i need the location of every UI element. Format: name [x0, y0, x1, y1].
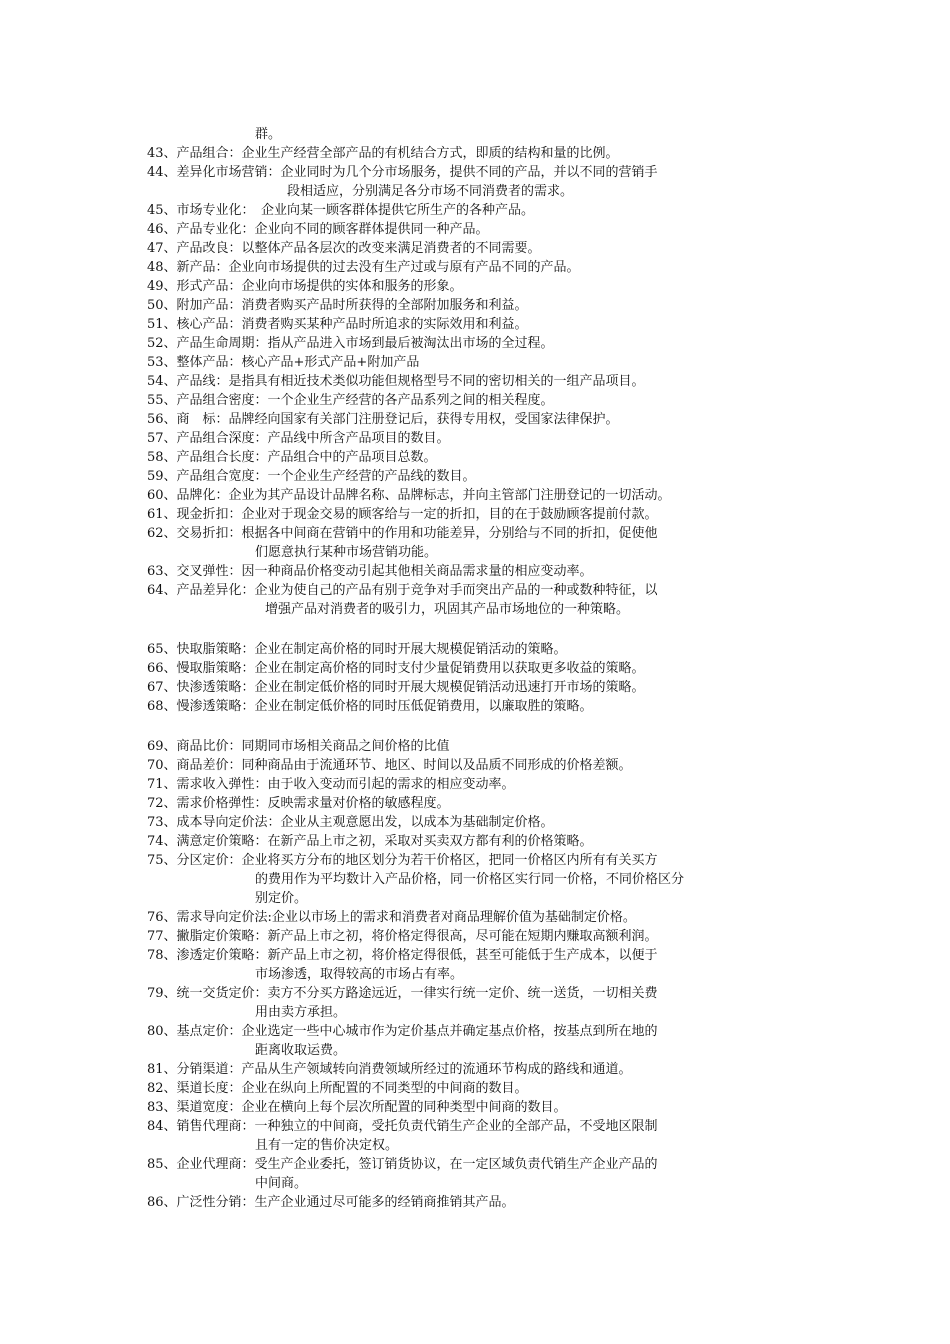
glossary-entry: 71、需求收入弹性：由于收入变动而引起的需求的相应变动率。: [147, 777, 515, 792]
glossary-entry: 80、基点定价：企业选定一些中心城市作为定价基点并确定基点价格，按基点到所在地的: [147, 1024, 658, 1039]
glossary-entry: 75、分区定价：企业将买方分布的地区划分为若干价格区，把同一价格区内所有有关买方: [147, 853, 658, 868]
glossary-entry-continuation: 距离收取运费。: [255, 1043, 347, 1058]
glossary-entry: 54、产品线：是指具有相近技术类似功能但规格型号不同的密切相关的一组产品项目。: [147, 374, 645, 389]
glossary-entry: 86、广泛性分销：生产企业通过尽可能多的经销商推销其产品。: [147, 1195, 515, 1210]
glossary-entry-continuation: 群。: [255, 127, 282, 142]
glossary-entry: 47、产品改良：以整体产品各层次的改变来满足消费者的不同需要。: [147, 241, 541, 256]
glossary-entry: 76、需求导向定价法:企业以市场上的需求和消费者对商品理解价值为基础制定价格。: [147, 910, 636, 925]
glossary-entry: 73、成本导向定价法：企业从主观意愿出发，以成本为基础制定价格。: [147, 815, 554, 830]
glossary-entry: 69、商品比价：同期同市场相关商品之间价格的比值: [147, 739, 450, 754]
glossary-entry: 52、产品生命周期：指从产品进入市场到最后被淘汰出市场的全过程。: [147, 336, 554, 351]
glossary-entry: 56、商 标：品牌经向国家有关部门注册登记后，获得专用权，受国家法律保护。: [147, 412, 619, 427]
glossary-entry: 77、撇脂定价策略：新产品上市之初，将价格定得很高，尽可能在短期内赚取高额利润。: [147, 929, 658, 944]
glossary-entry: 62、交易折扣：根据各中间商在营销中的作用和功能差异，分别给与不同的折扣，促使他: [147, 526, 658, 541]
glossary-entry: 57、产品组合深度：产品线中所含产品项目的数目。: [147, 431, 450, 446]
glossary-entry: 74、满意定价策略：在新产品上市之初，采取对买卖双方都有利的价格策略。: [147, 834, 593, 849]
glossary-list: [147, 125, 827, 1212]
glossary-entry-continuation: 用由卖方承担。: [255, 1005, 347, 1020]
glossary-entry-continuation: 们愿意执行某种市场营销功能。: [255, 545, 438, 560]
glossary-entry-continuation: 的费用作为平均数计入产品价格，同一价格区实行同一价格，不同价格区分: [255, 872, 685, 887]
section-gap: [147, 716, 827, 737]
glossary-entry: 84、销售代理商：一种独立的中间商，受托负责代销生产企业的全部产品，不受地区限制: [147, 1119, 658, 1134]
glossary-entry-continuation: 且有一定的售价决定权。: [255, 1138, 399, 1153]
glossary-entry: 68、慢渗透策略：企业在制定低价格的同时压低促销费用，以廉取胜的策略。: [147, 699, 593, 714]
glossary-entry: 66、慢取脂策略：企业在制定高价格的同时支付少量促销费用以获取更多收益的策略。: [147, 661, 645, 676]
glossary-entry-continuation: 别定价。: [255, 891, 308, 906]
glossary-entry: 65、快取脂策略：企业在制定高价格的同时开展大规模促销活动的策略。: [147, 642, 567, 657]
glossary-entry-continuation: 增强产品对消费者的吸引力，巩固其产品市场地位的一种策略。: [265, 602, 630, 617]
glossary-entry: 70、商品差价：同种商品由于流通环节、地区、时间以及品质不同形成的价格差额。: [147, 758, 632, 773]
glossary-entry: 43、产品组合：企业生产经营全部产品的有机结合方式，即质的结构和量的比例。: [147, 146, 619, 161]
glossary-entry: 44、差异化市场营销：企业同时为几个分市场服务，提供不同的产品，并以不同的营销手: [147, 165, 658, 180]
glossary-entry: 63、交叉弹性：因一种商品价格变动引起其他相关商品需求量的相应变动率。: [147, 564, 593, 579]
glossary-entry-continuation: 市场渗透，取得较高的市场占有率。: [255, 967, 464, 982]
glossary-entry: 67、快渗透策略：企业在制定低价格的同时开展大规模促销活动迅速打开市场的策略。: [147, 680, 645, 695]
glossary-entry: 53、整体产品：核心产品+形式产品+附加产品: [147, 355, 420, 370]
glossary-entry: 55、产品组合密度：一个企业生产经营的各产品系列之间的相关程度。: [147, 393, 554, 408]
glossary-entry: 82、渠道长度：企业在纵向上所配置的不同类型的中间商的数目。: [147, 1081, 528, 1096]
glossary-entry: 85、企业代理商：受生产企业委托，签订销货协议，在一定区域负责代销生产企业产品的: [147, 1157, 658, 1172]
glossary-entry: 79、统一交货定价：卖方不分买方路途远近，一律实行统一定价、统一送货，一切相关费: [147, 986, 658, 1001]
glossary-entry: 60、品牌化：企业为其产品设计品牌名称、品牌标志，并向主管部门注册登记的一切活动。: [147, 488, 671, 503]
section-gap: [147, 619, 827, 640]
glossary-entry: 72、需求价格弹性：反映需求量对价格的敏感程度。: [147, 796, 450, 811]
glossary-entry-continuation: 段相适应，分别满足各分市场不同消费者的需求。: [287, 184, 574, 199]
glossary-entry: 51、核心产品：消费者购买某种产品时所追求的实际效用和利益。: [147, 317, 528, 332]
glossary-entry: 64、产品差异化：企业为使自己的产品有别于竞争对手而突出产品的一种或数种特征，以: [147, 583, 658, 598]
glossary-entry: 61、现金折扣：企业对于现金交易的顾客给与一定的折扣，目的在于鼓励顾客提前付款。: [147, 507, 658, 522]
glossary-entry: 45、市场专业化： 企业向某一顾客群体提供它所生产的各种产品。: [147, 203, 535, 218]
glossary-entry: 59、产品组合宽度：一个企业生产经营的产品线的数目。: [147, 469, 476, 484]
glossary-entry-continuation: 中间商。: [255, 1176, 308, 1191]
glossary-entry: 78、渗透定价策略：新产品上市之初，将价格定得很低，甚至可能低于生产成本，以便于: [147, 948, 658, 963]
glossary-entry: 58、产品组合长度：产品组合中的产品项目总数。: [147, 450, 437, 465]
glossary-entry: 50、附加产品：消费者购买产品时所获得的全部附加服务和利益。: [147, 298, 528, 313]
glossary-entry: 49、形式产品：企业向市场提供的实体和服务的形象。: [147, 279, 463, 294]
glossary-entry: 81、分销渠道：产品从生产领域转向消费领域所经过的流通环节构成的路线和通道。: [147, 1062, 632, 1077]
glossary-entry: 48、新产品：企业向市场提供的过去没有生产过或与原有产品不同的产品。: [147, 260, 580, 275]
glossary-entry: 83、渠道宽度：企业在横向上每个层次所配置的同种类型中间商的数目。: [147, 1100, 567, 1115]
glossary-entry: 46、产品专业化：企业向不同的顾客群体提供同一种产品。: [147, 222, 489, 237]
